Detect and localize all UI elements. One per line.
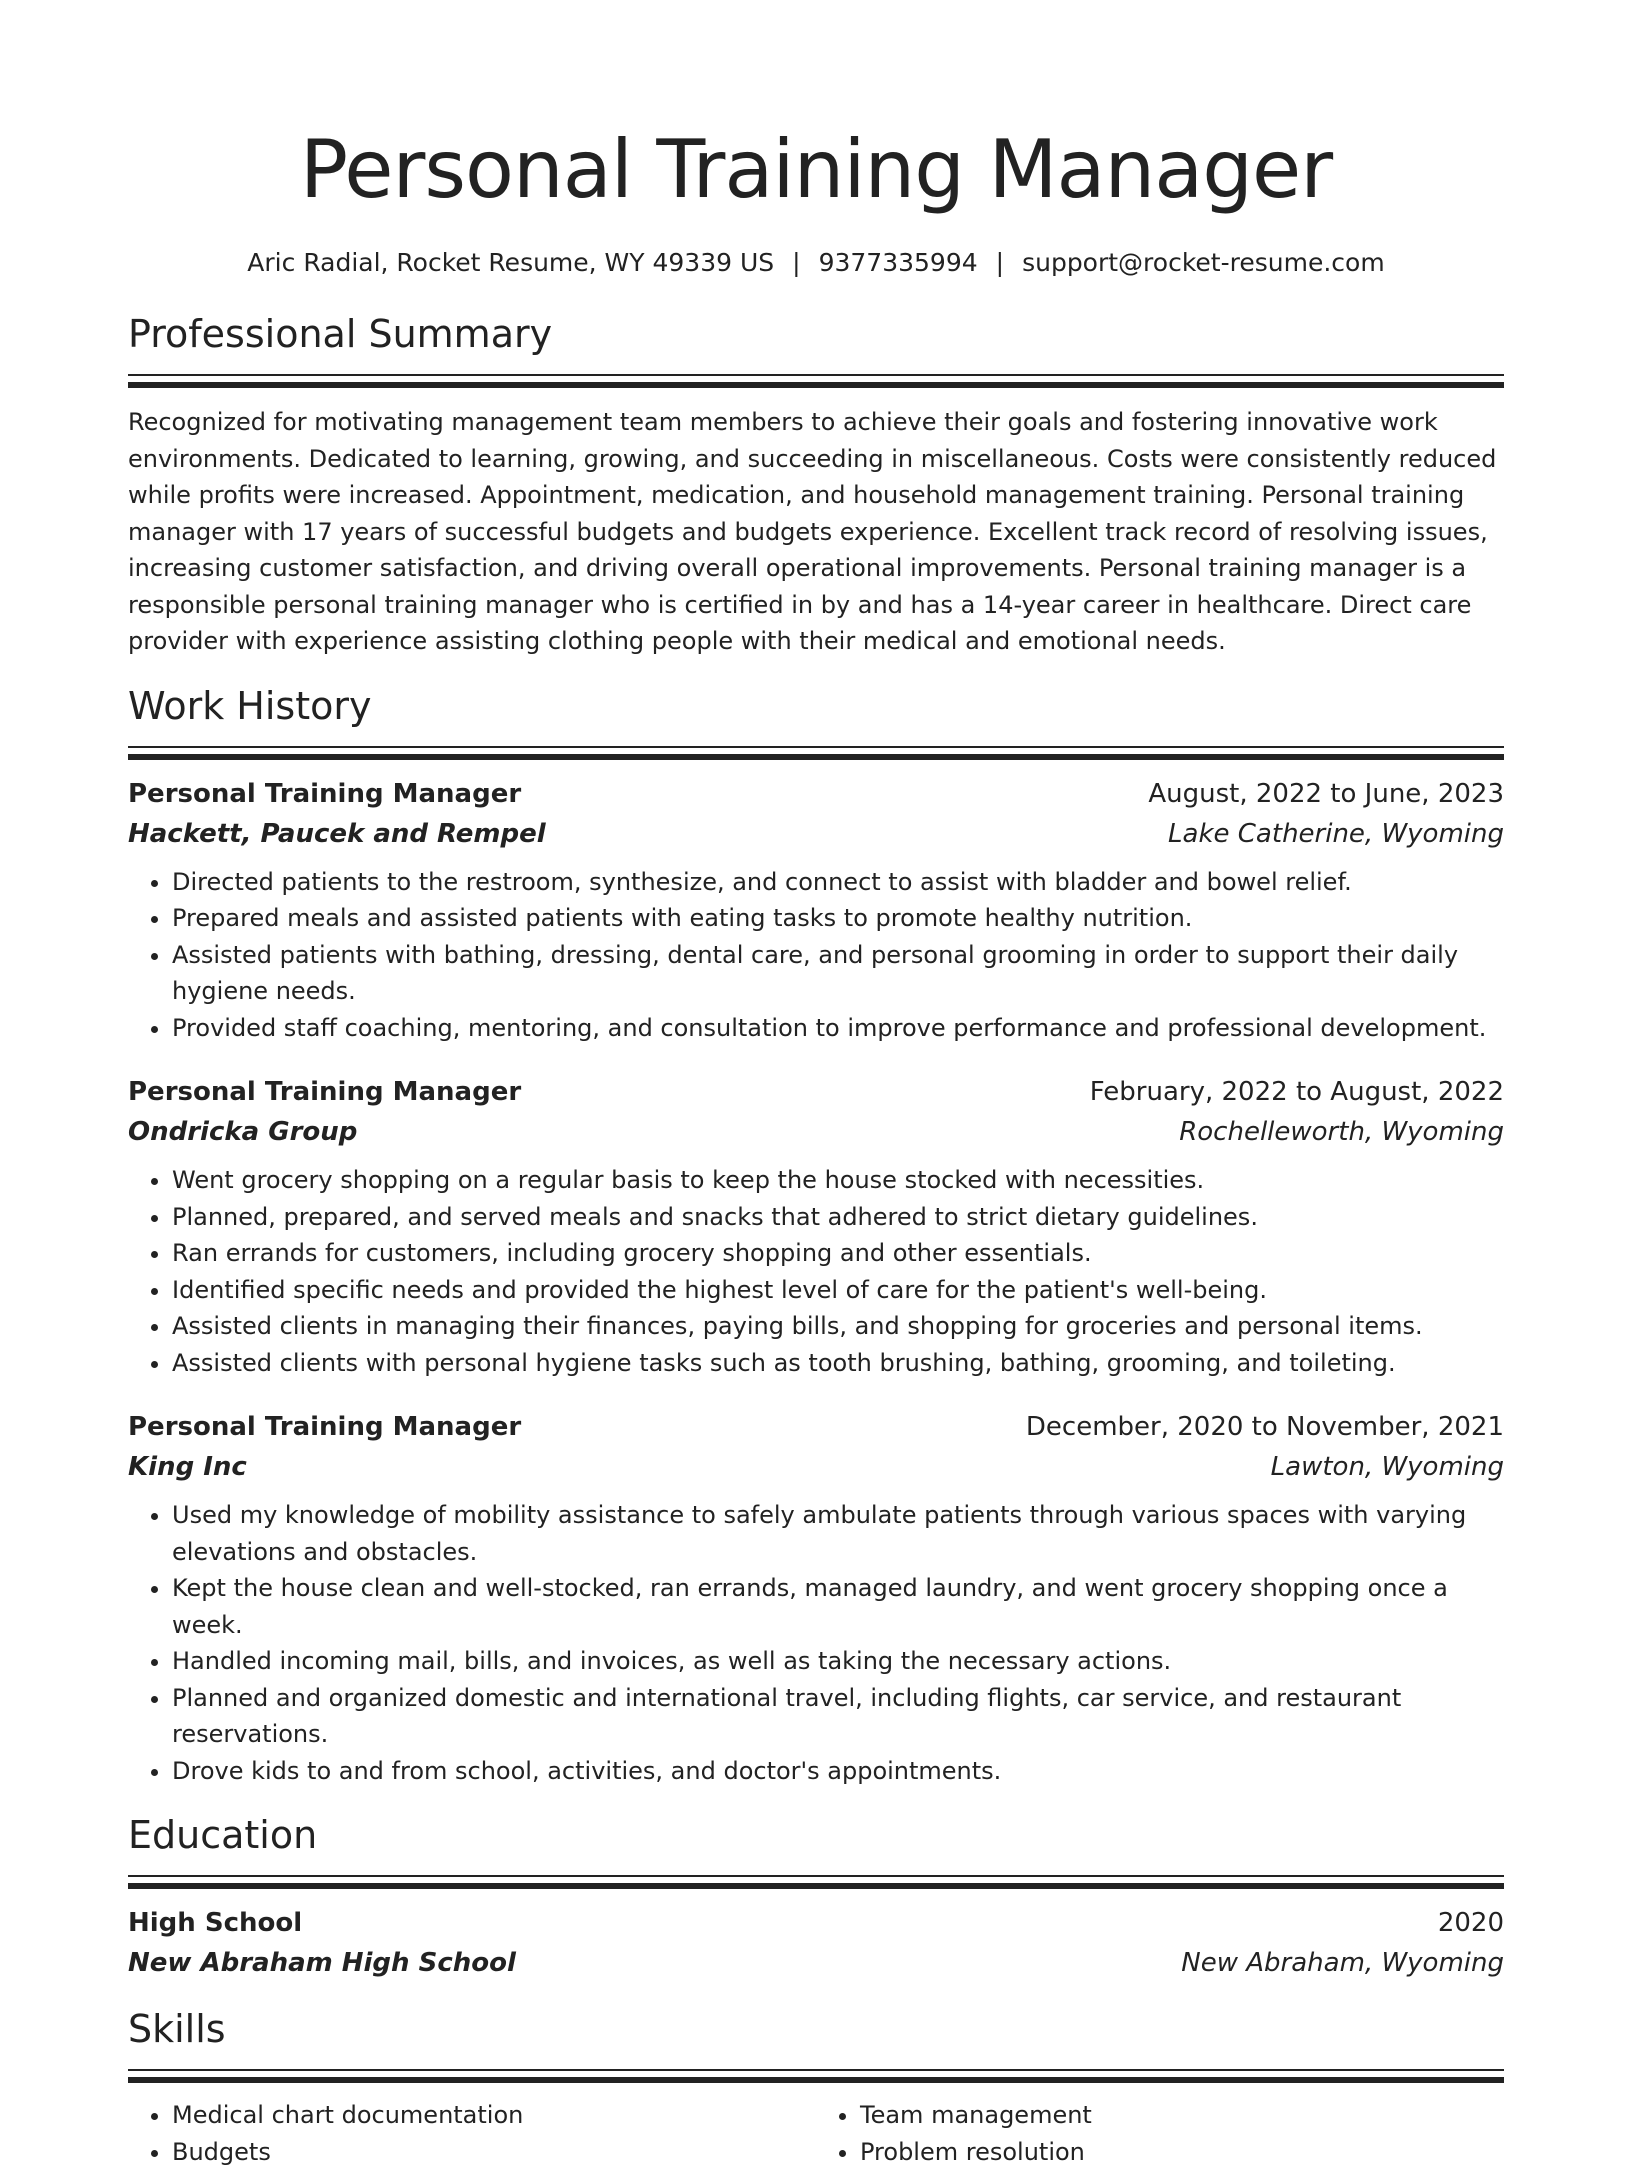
skill-item: • Budgets [172, 2134, 816, 2170]
skills-column-left [128, 2097, 816, 2170]
duty-item: • Drove kids to and from school, activities, and doctor's appointments. [172, 1753, 1504, 1790]
education-degree: High School [128, 1903, 302, 1943]
job-duties [128, 1162, 1504, 1381]
job-company: King Inc [128, 1447, 247, 1487]
duty-item: • Directed patients to the restroom, synthesize, and connect to assist with bladder and bowel relief. [172, 864, 1504, 901]
section-divider [128, 2069, 1504, 2083]
duty-item: • Assisted patients with bathing, dressing, dental care, and personal grooming in order to support their daily hygiene needs. [172, 937, 1504, 1010]
summary-section [128, 310, 1504, 660]
job-dates: December, 2020 to November, 2021 [1026, 1407, 1504, 1447]
contact-separator: | [978, 248, 1022, 277]
job-duties [128, 1497, 1504, 1789]
contact-address: Aric Radial, Rocket Resume, WY 49339 US [247, 248, 774, 277]
duty-item: • Used my knowledge of mobility assistance to safely ambulate patients through various spaces with varying elevations and obstacles. [172, 1497, 1504, 1570]
skills-column-right [816, 2097, 1504, 2170]
skill-item: • Team management [860, 2097, 1504, 2134]
duty-item: • Assisted clients with personal hygiene tasks such as tooth brushing, bathing, grooming, and toileting. [172, 1345, 1504, 1382]
duty-item: • Handled incoming mail, bills, and invoices, as well as taking the necessary actions. [172, 1643, 1504, 1680]
summary-text: Recognized for motivating management team members to achieve their goals and fostering innovative work environments. Dedicated to learning, growing, and succeeding in miscellaneous. Costs were consistently reduced while profits were increased. Appointment, medication, and household management training. Personal training manager with 17 years of successful budgets and budgets experience. Excellent track record of resolving issues, increasing customer satisfaction, and driving overall operational improvements. Personal training manager is a responsible personal training manager who is certified in by and has a 14-year career in healthcare. Direct care provider with experience assisting clothing people with their medical and emotional needs. [128, 404, 1504, 660]
education-school: New Abraham High School [128, 1943, 516, 1983]
job-location: Lake Catherine, Wyoming [1168, 814, 1504, 854]
job-dates: February, 2022 to August, 2022 [1090, 1072, 1504, 1112]
job-location: Lawton, Wyoming [1271, 1447, 1504, 1487]
education-location: New Abraham, Wyoming [1181, 1943, 1504, 1983]
skill-item: • Medical chart documentation [172, 2097, 816, 2134]
job-location: Rochelleworth, Wyoming [1179, 1112, 1504, 1152]
skills-list [128, 2097, 1504, 2170]
contact-phone: 9377335994 [819, 248, 978, 277]
summary-heading: Professional Summary [128, 310, 1504, 358]
job-entry [128, 774, 1504, 1047]
duty-item: • Assisted clients in managing their finances, paying bills, and shopping for groceries and personal items. [172, 1308, 1504, 1345]
section-divider [128, 374, 1504, 388]
skills-heading: Skills [128, 2005, 1504, 2053]
duty-item: • Provided staff coaching, mentoring, and consultation to improve performance and professional development. [172, 1010, 1504, 1047]
education-year: 2020 [1438, 1903, 1504, 1943]
contact-email: support@rocket-resume.com [1022, 248, 1385, 277]
education-heading: Education [128, 1811, 1504, 1859]
resume-title: Personal Training Manager [128, 0, 1504, 222]
work-history-heading: Work History [128, 682, 1504, 730]
job-dates: August, 2022 to June, 2023 [1148, 774, 1504, 814]
work-history-section [128, 682, 1504, 1790]
skills-section [128, 2005, 1504, 2170]
job-company: Hackett, Paucek and Rempel [128, 814, 546, 854]
job-title: Personal Training Manager [128, 1407, 521, 1447]
duty-item: • Planned, prepared, and served meals and snacks that adhered to strict dietary guidelines. [172, 1199, 1504, 1236]
duty-item: • Kept the house clean and well-stocked, ran errands, managed laundry, and went grocery shopping once a week. [172, 1570, 1504, 1643]
duty-item: • Went grocery shopping on a regular basis to keep the house stocked with necessities. [172, 1162, 1504, 1199]
duty-item: • Planned and organized domestic and international travel, including flights, car service, and restaurant reservations. [172, 1680, 1504, 1753]
contact-separator: | [774, 248, 818, 277]
job-entry [128, 1407, 1504, 1789]
section-divider [128, 1875, 1504, 1889]
education-entry [128, 1903, 1504, 1983]
job-duties [128, 864, 1504, 1047]
skill-item: • Problem resolution [860, 2134, 1504, 2170]
job-entry [128, 1072, 1504, 1381]
duty-item: • Identified specific needs and provided the highest level of care for the patient's well-being. [172, 1272, 1504, 1309]
duty-item: • Ran errands for customers, including grocery shopping and other essentials. [172, 1235, 1504, 1272]
duty-item: • Prepared meals and assisted patients with eating tasks to promote healthy nutrition. [172, 900, 1504, 937]
job-company: Ondricka Group [128, 1112, 357, 1152]
education-section [128, 1811, 1504, 1983]
job-title: Personal Training Manager [128, 1072, 521, 1112]
section-divider [128, 746, 1504, 760]
job-title: Personal Training Manager [128, 774, 521, 814]
contact-line [128, 246, 1504, 280]
